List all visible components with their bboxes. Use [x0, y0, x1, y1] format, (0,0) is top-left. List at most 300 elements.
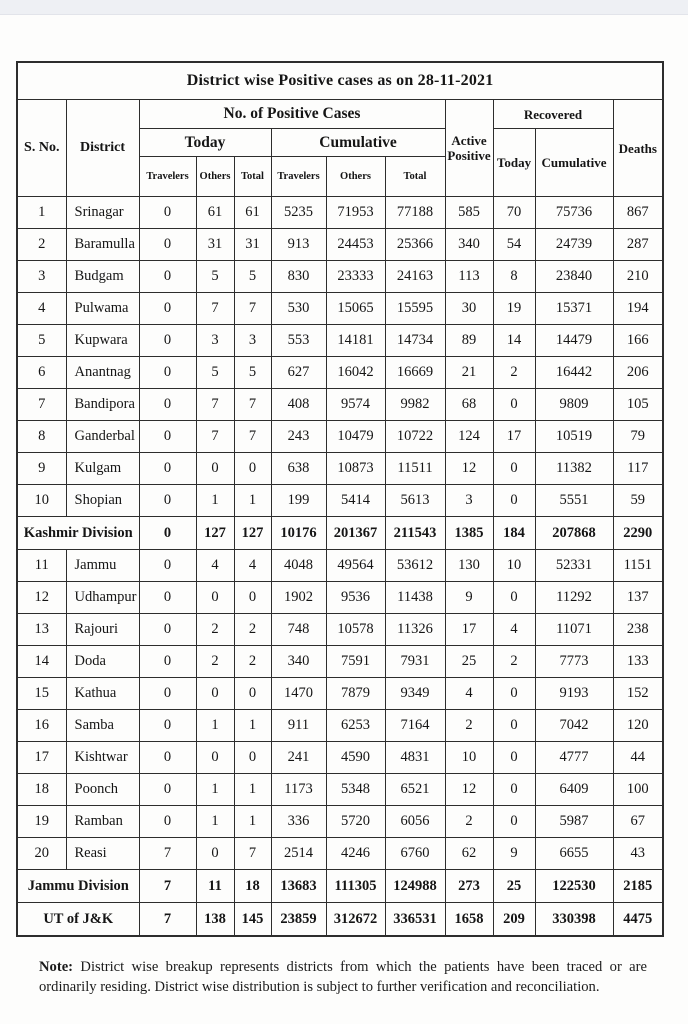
value-cell: 5720 — [326, 806, 385, 838]
serial-number: 4 — [17, 293, 66, 325]
table-body — [17, 197, 663, 937]
value-cell: 23859 — [271, 903, 326, 937]
district-name: Kulgam — [66, 453, 139, 485]
value-cell: 18 — [234, 870, 271, 903]
value-cell: 1385 — [445, 517, 493, 550]
value-cell: 2 — [493, 357, 535, 389]
value-cell: 16669 — [385, 357, 445, 389]
value-cell: 14 — [493, 325, 535, 357]
col-header-district: District — [66, 100, 139, 197]
value-cell: 0 — [139, 582, 196, 614]
value-cell: 206 — [613, 357, 663, 389]
col-header-today-travelers: Travelers — [139, 157, 196, 197]
serial-number: 14 — [17, 646, 66, 678]
value-cell: 19 — [493, 293, 535, 325]
table-title: District wise Positive cases as on 28-11-2021 — [17, 62, 663, 100]
value-cell: 117 — [613, 453, 663, 485]
value-cell: 9574 — [326, 389, 385, 421]
value-cell: 75736 — [535, 197, 613, 229]
value-cell: 7 — [234, 293, 271, 325]
value-cell: 24163 — [385, 261, 445, 293]
district-name: Shopian — [66, 485, 139, 517]
value-cell: 25 — [493, 870, 535, 903]
value-cell: 49564 — [326, 550, 385, 582]
value-cell: 0 — [139, 197, 196, 229]
district-name: Srinagar — [66, 197, 139, 229]
value-cell: 11071 — [535, 614, 613, 646]
value-cell: 627 — [271, 357, 326, 389]
value-cell: 6760 — [385, 838, 445, 870]
value-cell: 340 — [271, 646, 326, 678]
col-header-recovered-today: Today — [493, 129, 535, 197]
serial-number: 12 — [17, 582, 66, 614]
value-cell: 0 — [196, 742, 234, 774]
value-cell: 4 — [445, 678, 493, 710]
value-cell: 2 — [234, 614, 271, 646]
value-cell: 68 — [445, 389, 493, 421]
col-header-today-others: Others — [196, 157, 234, 197]
value-cell: 0 — [139, 293, 196, 325]
value-cell: 241 — [271, 742, 326, 774]
value-cell: 1902 — [271, 582, 326, 614]
col-header-active-positive: Active Positive — [445, 100, 493, 197]
value-cell: 15595 — [385, 293, 445, 325]
district-row — [17, 838, 663, 870]
value-cell: 5235 — [271, 197, 326, 229]
value-cell: 10873 — [326, 453, 385, 485]
value-cell: 0 — [139, 742, 196, 774]
value-cell: 0 — [234, 742, 271, 774]
value-cell: 6253 — [326, 710, 385, 742]
value-cell: 10 — [493, 550, 535, 582]
value-cell: 5414 — [326, 485, 385, 517]
value-cell: 152 — [613, 678, 663, 710]
value-cell: 31 — [196, 229, 234, 261]
value-cell: 6521 — [385, 774, 445, 806]
value-cell: 21 — [445, 357, 493, 389]
value-cell: 1 — [234, 485, 271, 517]
value-cell: 24739 — [535, 229, 613, 261]
value-cell: 6056 — [385, 806, 445, 838]
value-cell: 0 — [139, 678, 196, 710]
value-cell: 11292 — [535, 582, 613, 614]
district-name: Pulwama — [66, 293, 139, 325]
value-cell: 4831 — [385, 742, 445, 774]
value-cell: 17 — [445, 614, 493, 646]
value-cell: 1 — [196, 485, 234, 517]
value-cell: 6409 — [535, 774, 613, 806]
district-row — [17, 261, 663, 293]
serial-number: 20 — [17, 838, 66, 870]
value-cell: 7 — [196, 421, 234, 453]
value-cell: 7 — [196, 389, 234, 421]
value-cell: 1 — [196, 710, 234, 742]
value-cell: 0 — [196, 453, 234, 485]
value-cell: 238 — [613, 614, 663, 646]
district-row — [17, 550, 663, 582]
district-name: Baramulla — [66, 229, 139, 261]
value-cell: 336531 — [385, 903, 445, 937]
value-cell: 1658 — [445, 903, 493, 937]
district-name: Budgam — [66, 261, 139, 293]
value-cell: 4 — [196, 550, 234, 582]
col-header-deaths: Deaths — [613, 100, 663, 197]
value-cell: 4 — [493, 614, 535, 646]
value-cell: 1 — [196, 774, 234, 806]
covid-cases-table — [16, 61, 664, 937]
value-cell: 210 — [613, 261, 663, 293]
division-summary-row — [17, 903, 663, 937]
value-cell: 0 — [139, 453, 196, 485]
district-name: Samba — [66, 710, 139, 742]
serial-number: 11 — [17, 550, 66, 582]
value-cell: 2 — [196, 614, 234, 646]
col-header-cumulative-total: Total — [385, 157, 445, 197]
value-cell: 105 — [613, 389, 663, 421]
value-cell: 0 — [196, 838, 234, 870]
value-cell: 0 — [493, 710, 535, 742]
value-cell: 0 — [139, 646, 196, 678]
division-summary-row — [17, 870, 663, 903]
district-name: Ramban — [66, 806, 139, 838]
value-cell: 4246 — [326, 838, 385, 870]
value-cell: 0 — [493, 742, 535, 774]
value-cell: 23333 — [326, 261, 385, 293]
serial-number: 18 — [17, 774, 66, 806]
value-cell: 124 — [445, 421, 493, 453]
district-row — [17, 582, 663, 614]
value-cell: 0 — [493, 389, 535, 421]
col-header-positive-cases: No. of Positive Cases — [139, 100, 445, 129]
serial-number: 7 — [17, 389, 66, 421]
value-cell: 5551 — [535, 485, 613, 517]
value-cell: 89 — [445, 325, 493, 357]
value-cell: 0 — [234, 453, 271, 485]
header-row-groups — [17, 100, 663, 129]
value-cell: 0 — [139, 710, 196, 742]
district-row — [17, 710, 663, 742]
value-cell: 748 — [271, 614, 326, 646]
value-cell: 0 — [139, 485, 196, 517]
value-cell: 0 — [493, 774, 535, 806]
division-label: UT of J&K — [17, 903, 139, 937]
top-strip — [0, 0, 688, 15]
serial-number: 3 — [17, 261, 66, 293]
district-name: Anantnag — [66, 357, 139, 389]
district-name: Poonch — [66, 774, 139, 806]
value-cell: 5 — [196, 357, 234, 389]
serial-number: 13 — [17, 614, 66, 646]
value-cell: 16442 — [535, 357, 613, 389]
value-cell: 287 — [613, 229, 663, 261]
value-cell: 0 — [493, 485, 535, 517]
value-cell: 111305 — [326, 870, 385, 903]
value-cell: 0 — [493, 453, 535, 485]
district-row — [17, 774, 663, 806]
value-cell: 408 — [271, 389, 326, 421]
value-cell: 1470 — [271, 678, 326, 710]
value-cell: 201367 — [326, 517, 385, 550]
value-cell: 5348 — [326, 774, 385, 806]
district-name: Kishtwar — [66, 742, 139, 774]
value-cell: 207868 — [535, 517, 613, 550]
value-cell: 7 — [196, 293, 234, 325]
col-header-recovered: Recovered — [493, 100, 613, 129]
value-cell: 9536 — [326, 582, 385, 614]
value-cell: 62 — [445, 838, 493, 870]
value-cell: 530 — [271, 293, 326, 325]
serial-number: 5 — [17, 325, 66, 357]
value-cell: 2 — [196, 646, 234, 678]
value-cell: 25366 — [385, 229, 445, 261]
value-cell: 127 — [196, 517, 234, 550]
value-cell: 7 — [234, 389, 271, 421]
value-cell: 10176 — [271, 517, 326, 550]
district-name: Kathua — [66, 678, 139, 710]
value-cell: 1 — [196, 806, 234, 838]
district-row — [17, 389, 663, 421]
value-cell: 14479 — [535, 325, 613, 357]
value-cell: 638 — [271, 453, 326, 485]
serial-number: 8 — [17, 421, 66, 453]
value-cell: 10479 — [326, 421, 385, 453]
value-cell: 61 — [196, 197, 234, 229]
value-cell: 867 — [613, 197, 663, 229]
division-summary-row — [17, 517, 663, 550]
district-name: Bandipora — [66, 389, 139, 421]
value-cell: 10 — [445, 742, 493, 774]
serial-number: 16 — [17, 710, 66, 742]
value-cell: 10519 — [535, 421, 613, 453]
district-name: Ganderbal — [66, 421, 139, 453]
value-cell: 25 — [445, 646, 493, 678]
value-cell: 0 — [139, 389, 196, 421]
value-cell: 130 — [445, 550, 493, 582]
value-cell: 7 — [234, 838, 271, 870]
value-cell: 138 — [196, 903, 234, 937]
value-cell: 113 — [445, 261, 493, 293]
value-cell: 13683 — [271, 870, 326, 903]
value-cell: 10722 — [385, 421, 445, 453]
value-cell: 30 — [445, 293, 493, 325]
value-cell: 830 — [271, 261, 326, 293]
note-label: Note: — [39, 959, 74, 975]
value-cell: 8 — [493, 261, 535, 293]
value-cell: 5613 — [385, 485, 445, 517]
value-cell: 59 — [613, 485, 663, 517]
value-cell: 3 — [445, 485, 493, 517]
district-row — [17, 806, 663, 838]
value-cell: 0 — [139, 325, 196, 357]
value-cell: 70 — [493, 197, 535, 229]
value-cell: 54 — [493, 229, 535, 261]
serial-number: 17 — [17, 742, 66, 774]
bulletin-document — [0, 15, 688, 997]
value-cell: 11382 — [535, 453, 613, 485]
value-cell: 585 — [445, 197, 493, 229]
value-cell: 336 — [271, 806, 326, 838]
value-cell: 12 — [445, 453, 493, 485]
value-cell: 14734 — [385, 325, 445, 357]
value-cell: 15065 — [326, 293, 385, 325]
value-cell: 2 — [493, 646, 535, 678]
table-title-row — [17, 62, 663, 100]
district-row — [17, 678, 663, 710]
value-cell: 0 — [234, 678, 271, 710]
district-row — [17, 485, 663, 517]
district-row — [17, 453, 663, 485]
value-cell: 61 — [234, 197, 271, 229]
value-cell: 2185 — [613, 870, 663, 903]
value-cell: 7773 — [535, 646, 613, 678]
value-cell: 71953 — [326, 197, 385, 229]
value-cell: 911 — [271, 710, 326, 742]
value-cell: 7931 — [385, 646, 445, 678]
value-cell: 100 — [613, 774, 663, 806]
serial-number: 9 — [17, 453, 66, 485]
col-header-today-total: Total — [234, 157, 271, 197]
value-cell: 43 — [613, 838, 663, 870]
value-cell: 67 — [613, 806, 663, 838]
value-cell: 2514 — [271, 838, 326, 870]
value-cell: 5 — [234, 261, 271, 293]
value-cell: 4048 — [271, 550, 326, 582]
value-cell: 9809 — [535, 389, 613, 421]
note-text: District wise breakup represents districts from which the patients have been traced or are ordinarily residing. District wise distribution is subject to further verification and reconciliation. — [39, 959, 647, 995]
district-row — [17, 646, 663, 678]
value-cell: 0 — [139, 517, 196, 550]
value-cell: 122530 — [535, 870, 613, 903]
value-cell: 16042 — [326, 357, 385, 389]
value-cell: 23840 — [535, 261, 613, 293]
value-cell: 0 — [234, 582, 271, 614]
value-cell: 127 — [234, 517, 271, 550]
value-cell: 4 — [234, 550, 271, 582]
value-cell: 3 — [234, 325, 271, 357]
value-cell: 209 — [493, 903, 535, 937]
value-cell: 7 — [234, 421, 271, 453]
value-cell: 0 — [139, 774, 196, 806]
value-cell: 7 — [139, 870, 196, 903]
value-cell: 12 — [445, 774, 493, 806]
value-cell: 184 — [493, 517, 535, 550]
value-cell: 273 — [445, 870, 493, 903]
value-cell: 0 — [493, 806, 535, 838]
col-header-cumulative: Cumulative — [271, 129, 445, 157]
district-row — [17, 197, 663, 229]
value-cell: 0 — [139, 229, 196, 261]
value-cell: 0 — [493, 678, 535, 710]
serial-number: 15 — [17, 678, 66, 710]
value-cell: 7879 — [326, 678, 385, 710]
value-cell: 120 — [613, 710, 663, 742]
division-label: Kashmir Division — [17, 517, 139, 550]
value-cell: 5 — [196, 261, 234, 293]
col-header-today: Today — [139, 129, 271, 157]
col-header-recovered-cumulative: Cumulative — [535, 129, 613, 197]
value-cell: 53612 — [385, 550, 445, 582]
district-name: Udhampur — [66, 582, 139, 614]
value-cell: 4590 — [326, 742, 385, 774]
value-cell: 312672 — [326, 903, 385, 937]
value-cell: 913 — [271, 229, 326, 261]
value-cell: 3 — [196, 325, 234, 357]
value-cell: 1151 — [613, 550, 663, 582]
value-cell: 2 — [445, 710, 493, 742]
value-cell: 11511 — [385, 453, 445, 485]
value-cell: 137 — [613, 582, 663, 614]
value-cell: 52331 — [535, 550, 613, 582]
district-row — [17, 742, 663, 774]
note — [39, 958, 647, 997]
serial-number: 19 — [17, 806, 66, 838]
value-cell: 124988 — [385, 870, 445, 903]
serial-number: 10 — [17, 485, 66, 517]
value-cell: 9193 — [535, 678, 613, 710]
value-cell: 0 — [196, 582, 234, 614]
value-cell: 7042 — [535, 710, 613, 742]
col-header-cumulative-others: Others — [326, 157, 385, 197]
value-cell: 2 — [445, 806, 493, 838]
district-row — [17, 421, 663, 453]
district-name: Rajouri — [66, 614, 139, 646]
value-cell: 2 — [234, 646, 271, 678]
value-cell: 553 — [271, 325, 326, 357]
district-name: Reasi — [66, 838, 139, 870]
value-cell: 133 — [613, 646, 663, 678]
district-row — [17, 614, 663, 646]
value-cell: 77188 — [385, 197, 445, 229]
serial-number: 2 — [17, 229, 66, 261]
value-cell: 7164 — [385, 710, 445, 742]
value-cell: 1 — [234, 774, 271, 806]
value-cell: 1173 — [271, 774, 326, 806]
value-cell: 5 — [234, 357, 271, 389]
value-cell: 0 — [139, 357, 196, 389]
district-row — [17, 357, 663, 389]
value-cell: 0 — [139, 806, 196, 838]
value-cell: 79 — [613, 421, 663, 453]
value-cell: 4475 — [613, 903, 663, 937]
district-row — [17, 229, 663, 261]
value-cell: 6655 — [535, 838, 613, 870]
value-cell: 10578 — [326, 614, 385, 646]
value-cell: 17 — [493, 421, 535, 453]
value-cell: 0 — [139, 261, 196, 293]
value-cell: 211543 — [385, 517, 445, 550]
value-cell: 7591 — [326, 646, 385, 678]
district-row — [17, 293, 663, 325]
value-cell: 0 — [493, 582, 535, 614]
serial-number: 1 — [17, 197, 66, 229]
district-name: Kupwara — [66, 325, 139, 357]
value-cell: 145 — [234, 903, 271, 937]
value-cell: 243 — [271, 421, 326, 453]
division-label: Jammu Division — [17, 870, 139, 903]
value-cell: 5987 — [535, 806, 613, 838]
value-cell: 14181 — [326, 325, 385, 357]
value-cell: 0 — [139, 421, 196, 453]
value-cell: 166 — [613, 325, 663, 357]
value-cell: 11326 — [385, 614, 445, 646]
value-cell: 0 — [139, 614, 196, 646]
col-header-cumulative-travelers: Travelers — [271, 157, 326, 197]
value-cell: 9 — [445, 582, 493, 614]
district-name: Doda — [66, 646, 139, 678]
district-name: Jammu — [66, 550, 139, 582]
serial-number: 6 — [17, 357, 66, 389]
value-cell: 15371 — [535, 293, 613, 325]
